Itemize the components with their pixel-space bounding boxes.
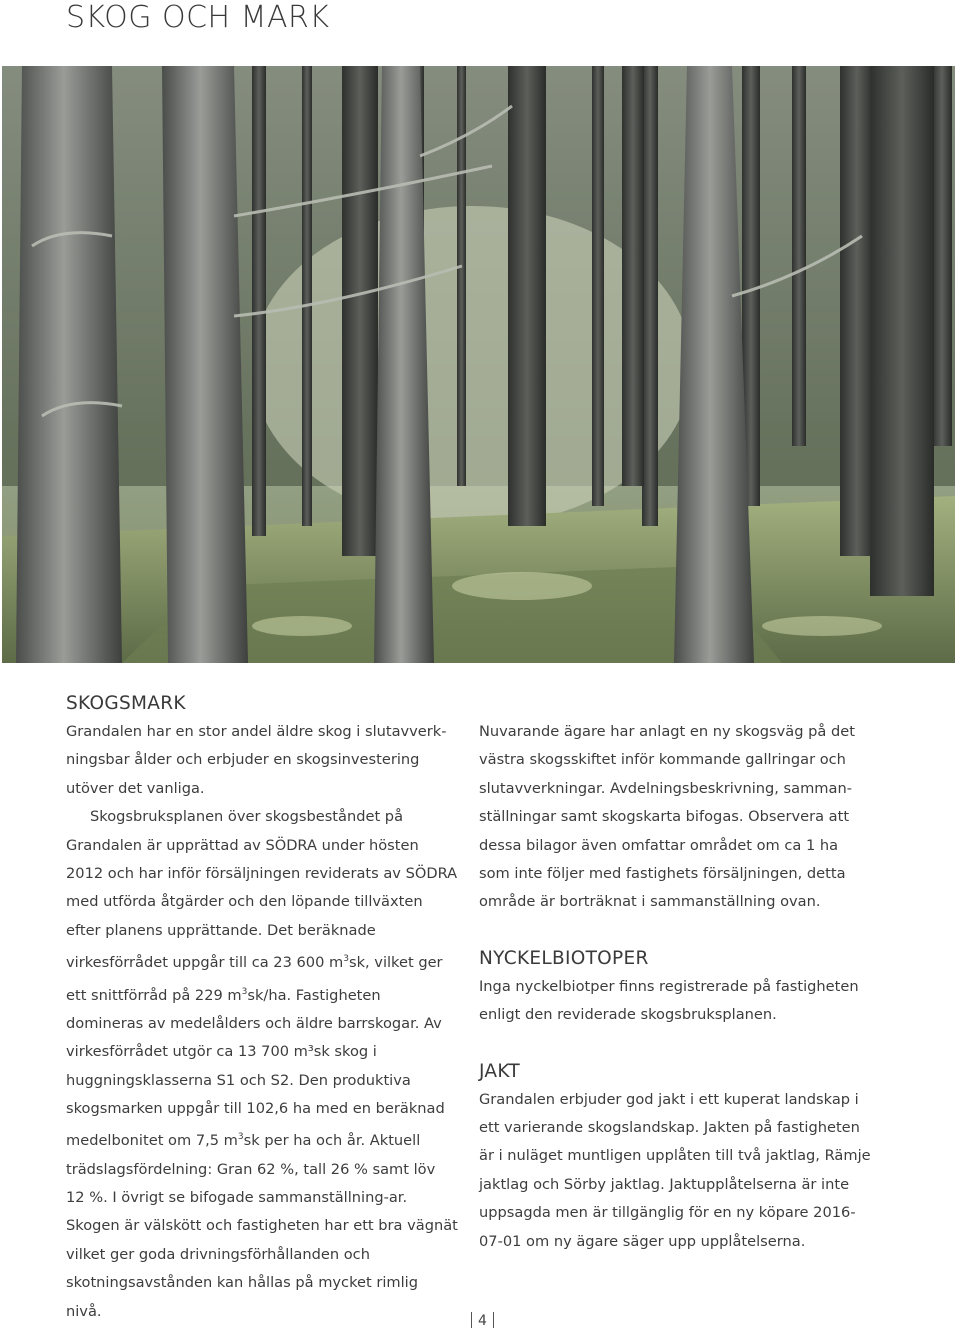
superscript: 3 (241, 986, 248, 997)
page-number (465, 1312, 500, 1329)
nyckelbiotoper-text: Inga nyckelbiotper finns registrerade på fastigheten enligt den reviderade skogsbruksplanen. (479, 977, 859, 1024)
skogsmark-body-part: Skogsbruksplanen över skogsbeståndet på Grandalen är upprättad av SÖDRA under hösten 2012 och har inför försäljningen reviderats av SÖDRA med utförda åtgärder och den löpande tillväxten efter planens upprättande. Det beräknade virkesförrådet uppgår till ca 23 600 m (66, 808, 458, 972)
jakt-text: Grandalen erbjuder god jakt i ett kuperat landskap i ett varierande skogslandskap. Jakten på fastigheten är i nuläget muntligen upplåten till två jaktlag, Rämje jaktlag och Sörby jaktlag. Jaktupplåtelserna är inte uppsagda men är tillgänglig för en ny köpare 2016-07-01 om ny ägare säger upp upplåtelserna. (479, 1090, 871, 1250)
skogsmark-section (66, 690, 458, 1326)
skogsmark-body (66, 803, 458, 1326)
skogsmark-intro: Grandalen har en stor andel äldre skog i slutavverk-ningsbar ålder och erbjuder en skogsinvestering utöver det vanliga. (66, 723, 447, 797)
forest-photo (2, 66, 955, 663)
skogsmark-heading: SKOGSMARK (66, 693, 186, 714)
skogsmark-body-part: sk, vilket ger ett snittförråd på 229 m (66, 954, 443, 1004)
superscript: 3 (343, 954, 349, 965)
skogsmark-body-part: sk per ha och år. Aktuell trädslagsfördelning: Gran 62 %, tall 26 % samt löv 12 %. I övrigt se bifogade sammanställning-ar. Skogen är välskött och fastigheten har ett bra vägnät vilket ger goda drivningsförhållanden och skotningsavstånden kan hållas på mycket rimlig nivå. (66, 1132, 458, 1320)
jakt-heading: JAKT (479, 1060, 520, 1082)
forest-photo-icon (2, 66, 955, 663)
page-title: SKOG OCH MARK (66, 0, 330, 35)
nyckelbiotoper-heading: NYCKELBIOTOPER (479, 947, 649, 969)
divider (493, 1312, 494, 1328)
road-paragraph: Nuvarande ägare har anlagt en ny skogsväg på det västra skogsskiftet inför kommande gallringar och slutavverkningar. Avdelningsbeskrivning, samman-ställningar samt skogskarta bifogas. Observera att dessa bilagor även omfattar området om ca 1 ha som inte följer med fastighets försäljningen, detta område är borträknat i sammanställning ovan. (479, 723, 855, 911)
page-number-value: 4 (478, 1313, 487, 1329)
skogsmark-body-part: sk/ha. Fastigheten domineras av medelålders och äldre barrskogar. Av virkesförrådet utgör ca 13 700 m³sk skog i huggningsklasserna S1 och S2. Den produktiva skogsmarken uppgår till 102,6 ha med en beräknad medelbonitet om 7,5 m (66, 986, 445, 1150)
divider (471, 1312, 472, 1328)
superscript: 3 (237, 1132, 244, 1143)
right-column (479, 718, 871, 1256)
